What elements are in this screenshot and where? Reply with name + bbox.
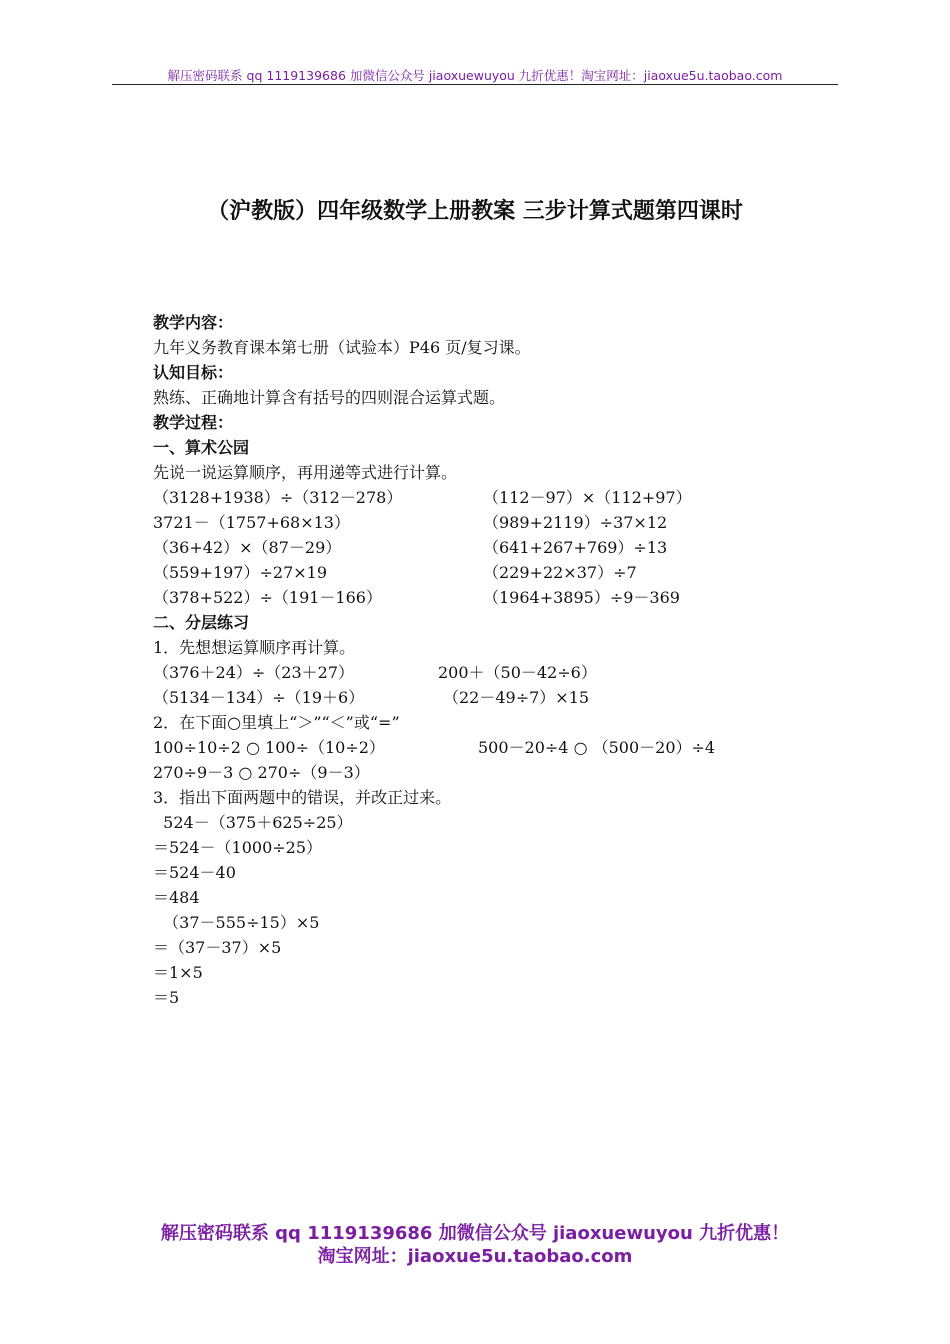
expression-right: （989+2119）÷37×12	[483, 513, 668, 532]
question-1-row	[153, 660, 853, 685]
expression-right: （229+22×37）÷7	[483, 563, 637, 582]
footer-line-2: 淘宝网址：jiaoxue5u.taobao.com	[317, 1246, 633, 1267]
part1-row	[153, 585, 853, 610]
expression-right: 200＋（50－42÷6）	[438, 663, 597, 682]
expression-left: （36+42）×（87－29）	[153, 538, 342, 557]
part1-row	[153, 560, 853, 585]
document-title: （沪教版）四年级数学上册教案 三步计算式题第四课时	[207, 199, 743, 224]
calculation-step: ＝1×5	[153, 963, 203, 982]
calculation-step: ＝（37－37）×5	[153, 938, 282, 957]
question-1-text: 1．先想想运算顺序再计算。	[153, 638, 356, 657]
question-2-row	[153, 760, 853, 785]
part1-row	[153, 510, 853, 535]
calculation-step: （37－555÷15）×5	[153, 913, 320, 932]
part1-row	[153, 535, 853, 560]
expression-left: （3128+1938）÷（312－278）	[153, 488, 403, 507]
content-heading: 教学内容：	[153, 313, 234, 332]
expression-right: （641+267+769）÷13	[483, 538, 668, 557]
part1-heading: 一、算术公园	[153, 438, 250, 457]
header-divider	[112, 84, 838, 85]
calculation-step: ＝524－（1000÷25）	[153, 838, 323, 857]
part1-row	[153, 485, 853, 510]
content-text: 九年义务教育课本第七册（试验本）P46 页/复习课。	[153, 338, 531, 357]
calculation-step: ＝5	[153, 988, 180, 1007]
calculation-step: 524－（375＋625÷25）	[153, 813, 353, 832]
header-watermark-text: 解压密码联系 qq 1119139686 加微信公众号 jiaoxuewuyou 九折优惠！淘宝网址：jiaoxue5u.taobao.com	[167, 68, 783, 83]
part1-intro: 先说一说运算顺序，再用递等式进行计算。	[153, 463, 458, 482]
expression-right: （22－49÷7）×15	[443, 688, 590, 707]
expression-left: 3721－（1757+68×13）	[153, 513, 350, 532]
expression-left: （378+522）÷（191－166）	[153, 588, 382, 607]
process-heading: 教学过程：	[153, 413, 234, 432]
document-body	[153, 310, 853, 1010]
goal-text: 熟练、正确地计算含有括号的四则混合运算式题。	[153, 388, 506, 407]
question-2-row	[153, 735, 853, 760]
comparison-left: 270÷9－3 ○ 270÷（9－3）	[153, 763, 370, 782]
calculation-step: ＝484	[153, 888, 200, 907]
calculation-step: ＝524－40	[153, 863, 236, 882]
expression-left: （376＋24）÷（23＋27）	[153, 663, 355, 682]
expression-left: （5134－134）÷（19＋6）	[153, 688, 365, 707]
comparison-left: 100÷10÷2 ○ 100÷（10÷2）	[153, 738, 385, 757]
question-3-text: 3．指出下面两题中的错误，并改正过来。	[153, 788, 452, 807]
expression-right: （112－97）×（112+97）	[483, 488, 692, 507]
expression-right: （1964+3895）÷9－369	[483, 588, 680, 607]
goal-heading: 认知目标：	[153, 363, 234, 382]
part2-heading: 二、分层练习	[153, 613, 250, 632]
expression-left: （559+197）÷27×19	[153, 563, 328, 582]
footer-line-1: 解压密码联系 qq 1119139686 加微信公众号 jiaoxuewuyou 九折优惠！	[160, 1223, 790, 1244]
comparison-right: 500－20÷4 ○ （500－20）÷4	[478, 738, 716, 757]
question-2-text: 2．在下面○里填上“＞”“＜”或“=”	[153, 713, 400, 732]
question-1-row	[153, 685, 853, 710]
